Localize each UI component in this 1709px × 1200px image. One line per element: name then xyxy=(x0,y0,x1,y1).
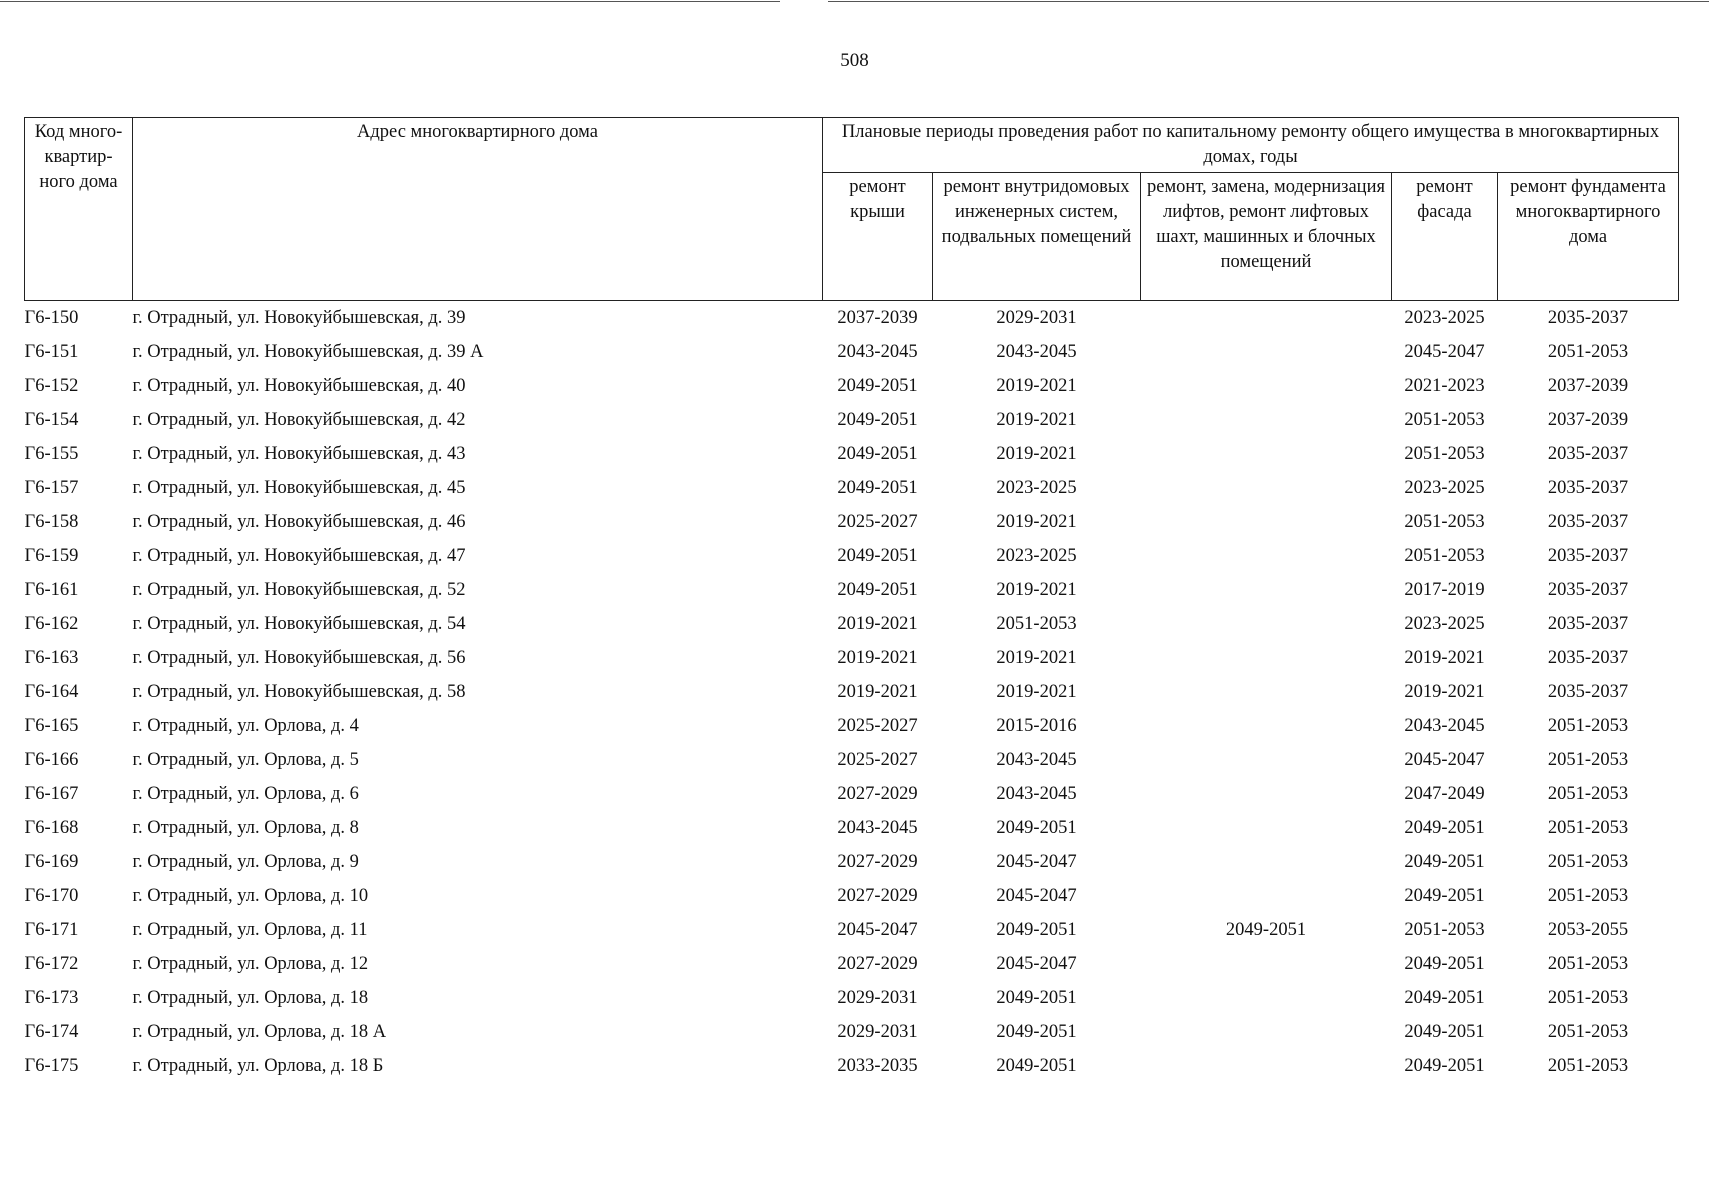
cell-facade: 2051-2053 xyxy=(1404,545,1485,566)
table-row xyxy=(25,913,1679,947)
cell-foundation: 2051-2053 xyxy=(1547,1021,1629,1042)
table-row xyxy=(25,471,1679,505)
table-row xyxy=(25,811,1679,845)
cell-lifts xyxy=(1141,947,1392,981)
cell-code: Г6-167 xyxy=(24,783,79,804)
cell-foundation: 2035-2037 xyxy=(1547,681,1629,702)
table-row xyxy=(25,845,1679,879)
cell-systems: 2045-2047 xyxy=(996,953,1077,974)
cell-address: г. Отрадный, ул. Новокуйбышевская, д. 42 xyxy=(132,409,466,430)
cell-roof: 2027-2029 xyxy=(837,851,918,872)
cell-systems: 2049-2051 xyxy=(996,1021,1077,1042)
header-facade: ремонт фасада xyxy=(1392,173,1498,301)
table-row xyxy=(25,573,1679,607)
cell-foundation: 2035-2037 xyxy=(1547,613,1629,634)
cell-address: г. Отрадный, ул. Орлова, д. 5 xyxy=(132,749,359,770)
cell-roof: 2019-2021 xyxy=(837,681,918,702)
cell-systems: 2019-2021 xyxy=(996,375,1077,396)
cell-systems: 2043-2045 xyxy=(996,783,1077,804)
cell-code: Г6-159 xyxy=(24,545,79,566)
cell-foundation: 2051-2053 xyxy=(1547,885,1629,906)
cell-code: Г6-170 xyxy=(24,885,79,906)
cell-systems: 2019-2021 xyxy=(996,409,1077,430)
cell-lifts xyxy=(1141,573,1392,607)
table-row xyxy=(25,981,1679,1015)
cell-systems: 2045-2047 xyxy=(996,885,1077,906)
cell-foundation: 2037-2039 xyxy=(1547,409,1629,430)
cell-facade: 2051-2053 xyxy=(1404,511,1485,532)
table-body xyxy=(25,301,1679,1084)
header-planned-periods: Плановые периоды проведения работ по капитальному ремонту общего имущества в многоквартирных домах, годы xyxy=(823,118,1679,173)
cell-facade: 2023-2025 xyxy=(1404,307,1485,328)
table-row xyxy=(25,1015,1679,1049)
cell-lifts xyxy=(1141,641,1392,675)
cell-lifts xyxy=(1141,403,1392,437)
cell-facade: 2049-2051 xyxy=(1404,851,1485,872)
cell-code: Г6-168 xyxy=(24,817,79,838)
cell-foundation: 2037-2039 xyxy=(1547,375,1629,396)
cell-roof: 2029-2031 xyxy=(837,1021,918,1042)
cell-code: Г6-174 xyxy=(24,1021,79,1042)
cell-address: г. Отрадный, ул. Новокуйбышевская, д. 39 xyxy=(132,307,466,328)
cell-systems: 2029-2031 xyxy=(996,307,1077,328)
cell-lifts xyxy=(1141,675,1392,709)
cell-foundation: 2051-2053 xyxy=(1547,987,1629,1008)
cell-address: г. Отрадный, ул. Новокуйбышевская, д. 39 А xyxy=(132,341,484,362)
cell-systems: 2049-2051 xyxy=(996,817,1077,838)
cell-lifts xyxy=(1141,539,1392,573)
table-row xyxy=(25,743,1679,777)
cell-roof: 2049-2051 xyxy=(837,443,918,464)
cell-lifts xyxy=(1141,879,1392,913)
header-code: Код много-квартир-ного дома xyxy=(25,118,133,301)
cell-code: Г6-169 xyxy=(24,851,79,872)
cell-systems: 2049-2051 xyxy=(996,1055,1077,1076)
cell-address: г. Отрадный, ул. Новокуйбышевская, д. 58 xyxy=(132,681,466,702)
cell-facade: 2049-2051 xyxy=(1404,987,1485,1008)
cell-lifts xyxy=(1141,743,1392,777)
cell-facade: 2049-2051 xyxy=(1404,1055,1485,1076)
table-row xyxy=(25,437,1679,471)
cell-foundation: 2035-2037 xyxy=(1547,511,1629,532)
cell-address: г. Отрадный, ул. Новокуйбышевская, д. 40 xyxy=(132,375,466,396)
cell-address: г. Отрадный, ул. Новокуйбышевская, д. 45 xyxy=(132,477,466,498)
cell-address: г. Отрадный, ул. Орлова, д. 18 Б xyxy=(132,1055,384,1076)
cell-address: г. Отрадный, ул. Орлова, д. 11 xyxy=(132,919,368,940)
cell-address: г. Отрадный, ул. Орлова, д. 6 xyxy=(132,783,359,804)
cell-systems: 2019-2021 xyxy=(996,647,1077,668)
cell-code: Г6-154 xyxy=(24,409,79,430)
table-row xyxy=(25,505,1679,539)
cell-lifts xyxy=(1141,335,1392,369)
top-rule-right xyxy=(828,1,1709,2)
cell-facade: 2043-2045 xyxy=(1404,715,1485,736)
cell-systems: 2019-2021 xyxy=(996,579,1077,600)
cell-lifts xyxy=(1141,471,1392,505)
cell-roof: 2027-2029 xyxy=(837,885,918,906)
cell-address: г. Отрадный, ул. Орлова, д. 12 xyxy=(132,953,369,974)
cell-address: г. Отрадный, ул. Новокуйбышевская, д. 47 xyxy=(132,545,466,566)
table-row xyxy=(25,879,1679,913)
cell-lifts xyxy=(1141,981,1392,1015)
cell-roof: 2043-2045 xyxy=(837,817,918,838)
cell-lifts xyxy=(1141,777,1392,811)
cell-lifts: 2049-2051 xyxy=(1225,919,1307,940)
cell-facade: 2051-2053 xyxy=(1404,409,1485,430)
cell-roof: 2045-2047 xyxy=(837,919,918,940)
cell-lifts xyxy=(1141,369,1392,403)
cell-lifts xyxy=(1141,607,1392,641)
cell-systems: 2045-2047 xyxy=(996,851,1077,872)
cell-lifts xyxy=(1141,1015,1392,1049)
cell-address: г. Отрадный, ул. Новокуйбышевская, д. 54 xyxy=(132,613,466,634)
cell-address: г. Отрадный, ул. Новокуйбышевская, д. 52 xyxy=(132,579,466,600)
table-row xyxy=(25,607,1679,641)
cell-facade: 2049-2051 xyxy=(1404,953,1485,974)
cell-roof: 2043-2045 xyxy=(837,341,918,362)
cell-systems: 2051-2053 xyxy=(996,613,1077,634)
cell-address: г. Отрадный, ул. Орлова, д. 18 А xyxy=(132,1021,387,1042)
table-row xyxy=(25,709,1679,743)
cell-roof: 2037-2039 xyxy=(837,307,918,328)
cell-roof: 2049-2051 xyxy=(837,579,918,600)
cell-lifts xyxy=(1141,845,1392,879)
cell-foundation: 2035-2037 xyxy=(1547,647,1629,668)
cell-lifts xyxy=(1141,709,1392,743)
cell-code: Г6-162 xyxy=(24,613,79,634)
cell-foundation: 2035-2037 xyxy=(1547,443,1629,464)
cell-roof: 2019-2021 xyxy=(837,647,918,668)
cell-foundation: 2035-2037 xyxy=(1547,579,1629,600)
cell-code: Г6-166 xyxy=(24,749,79,770)
cell-facade: 2021-2023 xyxy=(1404,375,1485,396)
cell-roof: 2025-2027 xyxy=(837,749,918,770)
cell-roof: 2049-2051 xyxy=(837,375,918,396)
cell-facade: 2051-2053 xyxy=(1404,443,1485,464)
cell-roof: 2019-2021 xyxy=(837,613,918,634)
cell-foundation: 2035-2037 xyxy=(1547,545,1629,566)
cell-facade: 2019-2021 xyxy=(1404,681,1485,702)
cell-address: г. Отрадный, ул. Новокуйбышевская, д. 56 xyxy=(132,647,466,668)
cell-facade: 2019-2021 xyxy=(1404,647,1485,668)
table-row xyxy=(25,335,1679,369)
table-row xyxy=(25,777,1679,811)
cell-code: Г6-151 xyxy=(24,341,79,362)
table-row xyxy=(25,675,1679,709)
cell-address: г. Отрадный, ул. Новокуйбышевская, д. 46 xyxy=(132,511,466,532)
cell-facade: 2045-2047 xyxy=(1404,341,1485,362)
cell-roof: 2049-2051 xyxy=(837,409,918,430)
cell-lifts xyxy=(1141,505,1392,539)
table-row xyxy=(25,1049,1679,1083)
cell-foundation: 2051-2053 xyxy=(1547,851,1629,872)
cell-facade: 2023-2025 xyxy=(1404,477,1485,498)
cell-foundation: 2051-2053 xyxy=(1547,953,1629,974)
cell-lifts xyxy=(1141,811,1392,845)
cell-roof: 2027-2029 xyxy=(837,783,918,804)
cell-address: г. Отрадный, ул. Орлова, д. 9 xyxy=(132,851,359,872)
cell-code: Г6-173 xyxy=(24,987,79,1008)
cell-systems: 2049-2051 xyxy=(996,919,1077,940)
cell-code: Г6-158 xyxy=(24,511,79,532)
cell-facade: 2045-2047 xyxy=(1404,749,1485,770)
cell-foundation: 2051-2053 xyxy=(1547,783,1629,804)
cell-facade: 2023-2025 xyxy=(1404,613,1485,634)
cell-foundation: 2051-2053 xyxy=(1547,817,1629,838)
cell-roof: 2025-2027 xyxy=(837,511,918,532)
page-number: 508 xyxy=(840,50,869,71)
cell-roof: 2025-2027 xyxy=(837,715,918,736)
table-row xyxy=(25,369,1679,403)
cell-code: Г6-171 xyxy=(24,919,79,940)
cell-code: Г6-172 xyxy=(24,953,79,974)
cell-foundation: 2051-2053 xyxy=(1547,715,1629,736)
cell-systems: 2019-2021 xyxy=(996,511,1077,532)
cell-address: г. Отрадный, ул. Орлова, д. 4 xyxy=(132,715,359,736)
top-rule-left xyxy=(0,1,780,2)
cell-systems: 2019-2021 xyxy=(996,681,1077,702)
cell-code: Г6-165 xyxy=(24,715,79,736)
table-row xyxy=(25,539,1679,573)
cell-roof: 2027-2029 xyxy=(837,953,918,974)
cell-foundation: 2051-2053 xyxy=(1547,749,1629,770)
repair-schedule-table xyxy=(24,117,1679,1083)
table-header xyxy=(25,118,1679,301)
cell-facade: 2049-2051 xyxy=(1404,1021,1485,1042)
cell-facade: 2049-2051 xyxy=(1404,817,1485,838)
cell-systems: 2023-2025 xyxy=(996,545,1077,566)
cell-foundation: 2035-2037 xyxy=(1547,477,1629,498)
cell-roof: 2049-2051 xyxy=(837,477,918,498)
cell-roof: 2029-2031 xyxy=(837,987,918,1008)
cell-systems: 2043-2045 xyxy=(996,749,1077,770)
cell-facade: 2051-2053 xyxy=(1404,919,1485,940)
cell-systems: 2049-2051 xyxy=(996,987,1077,1008)
cell-foundation: 2051-2053 xyxy=(1547,341,1629,362)
cell-address: г. Отрадный, ул. Орлова, д. 18 xyxy=(132,987,369,1008)
cell-code: Г6-150 xyxy=(24,307,79,328)
cell-code: Г6-175 xyxy=(24,1055,79,1076)
cell-roof: 2049-2051 xyxy=(837,545,918,566)
cell-systems: 2023-2025 xyxy=(996,477,1077,498)
cell-facade: 2047-2049 xyxy=(1404,783,1485,804)
cell-code: Г6-161 xyxy=(24,579,79,600)
cell-lifts xyxy=(1141,437,1392,471)
cell-lifts xyxy=(1141,1049,1392,1083)
cell-code: Г6-152 xyxy=(24,375,79,396)
cell-roof: 2033-2035 xyxy=(837,1055,918,1076)
header-roof: ремонт крыши xyxy=(823,173,933,301)
cell-address: г. Отрадный, ул. Орлова, д. 8 xyxy=(132,817,359,838)
cell-lifts xyxy=(1141,301,1392,336)
header-foundation: ремонт фундамента многоквартирного дома xyxy=(1498,173,1679,301)
cell-code: Г6-155 xyxy=(24,443,79,464)
cell-foundation: 2051-2053 xyxy=(1547,1055,1629,1076)
cell-foundation: 2053-2055 xyxy=(1547,919,1629,940)
cell-facade: 2017-2019 xyxy=(1404,579,1485,600)
cell-code: Г6-157 xyxy=(24,477,79,498)
header-address: Адрес многоквартирного дома xyxy=(133,118,823,301)
cell-code: Г6-164 xyxy=(24,681,79,702)
cell-facade: 2049-2051 xyxy=(1404,885,1485,906)
cell-address: г. Отрадный, ул. Орлова, д. 10 xyxy=(132,885,369,906)
table-row xyxy=(25,403,1679,437)
header-lifts: ремонт, замена, модернизация лифтов, ремонт лифтовых шахт, машинных и блочных помещений xyxy=(1141,173,1392,301)
cell-systems: 2015-2016 xyxy=(996,715,1077,736)
cell-systems: 2019-2021 xyxy=(996,443,1077,464)
cell-foundation: 2035-2037 xyxy=(1547,307,1629,328)
cell-systems: 2043-2045 xyxy=(996,341,1077,362)
table-row xyxy=(25,947,1679,981)
header-systems: ремонт внутридомовых инженерных систем, подвальных помещений xyxy=(933,173,1141,301)
table-row xyxy=(25,301,1679,336)
cell-code: Г6-163 xyxy=(24,647,79,668)
table-row xyxy=(25,641,1679,675)
cell-address: г. Отрадный, ул. Новокуйбышевская, д. 43 xyxy=(132,443,466,464)
